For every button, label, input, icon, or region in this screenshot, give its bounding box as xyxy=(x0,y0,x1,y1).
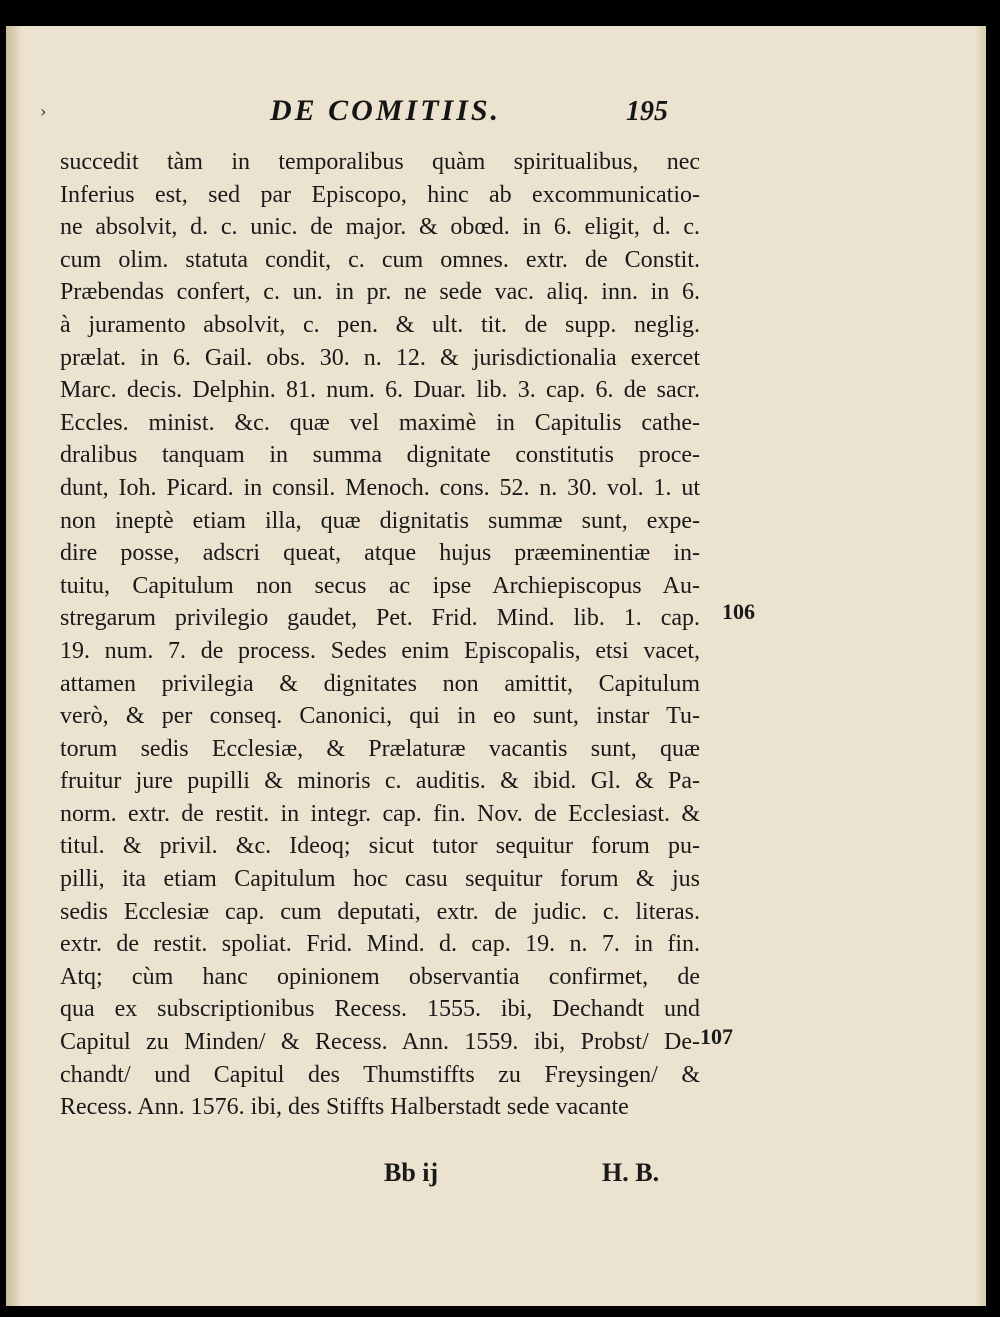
body-text xyxy=(60,146,700,1124)
text-line: non ineptè etiam illa, quæ dignitatis summæ sunt, expe- xyxy=(60,507,700,534)
text-line: 19. num. 7. de process. Sedes enim Episcopalis, etsi vacet, xyxy=(60,637,700,664)
page-gutter-edge xyxy=(6,26,22,1306)
text-line: norm. extr. de restit. in integr. cap. fin. Nov. de Ecclesiast. & xyxy=(60,800,700,827)
text-line: stregarum privilegio gaudet, Pet. Frid. Mind. lib. 1. cap. xyxy=(60,605,700,632)
text-line: dire posse, adscri queat, atque hujus præeminentiæ in- xyxy=(60,540,700,567)
text-line: qua ex subscriptionibus Recess. 1555. ibi, Dechandt und xyxy=(60,996,700,1023)
text-line: Marc. decis. Delphin. 81. num. 6. Duar. lib. 3. cap. 6. de sacr. xyxy=(60,377,700,404)
page-number: 195 xyxy=(626,96,668,127)
text-line: fruitur jure pupilli & minoris c. auditis. & ibid. Gl. & Pa- xyxy=(60,768,700,795)
text-line: titul. & privil. &c. Ideoq; sicut tutor sequitur forum pu- xyxy=(60,833,700,860)
text-line: chandt/ und Capitul des Thumstiffts zu Freysingen/ & xyxy=(60,1061,700,1088)
text-line: à juramento absolvit, c. pen. & ult. tit. de supp. neglig. xyxy=(60,311,700,338)
page-outer-edge xyxy=(974,26,986,1306)
text-line: extr. de restit. spoliat. Frid. Mind. d. cap. 19. n. 7. in fin. xyxy=(60,931,700,958)
text-line: Recess. Ann. 1576. ibi, des Stiffts Halberstadt sede vacante xyxy=(60,1094,629,1121)
margin-note: 107 xyxy=(700,1024,733,1049)
text-line: prælat. in 6. Gail. obs. 30. n. 12. & jurisdictionalia exercet xyxy=(60,344,700,371)
text-line: pilli, ita etiam Capitulum hoc casu sequitur forum & jus xyxy=(60,866,700,893)
book-page xyxy=(6,26,986,1306)
text-line: verò, & per conseq. Canonici, qui in eo sunt, instar Tu- xyxy=(60,703,700,730)
text-line: cum olim. statuta condit, c. cum omnes. extr. de Constit. xyxy=(60,246,700,273)
signature-line xyxy=(6,1158,986,1194)
text-line: succedit tàm in temporalibus quàm spiritualibus, nec xyxy=(60,149,700,175)
text-line: Capitul zu Minden/ & Recess. Ann. 1559. ibi, Probst/ De- xyxy=(60,1029,700,1056)
text-line: tuitu, Capitulum non secus ac ipse Archiepiscopus Au- xyxy=(60,572,700,599)
text-line: Inferius est, sed par Episcopo, hinc ab excommunicatio- xyxy=(60,181,700,208)
edge-mark: › xyxy=(40,102,47,121)
text-line: attamen privilegia & dignitates non amittit, Capitulum xyxy=(60,670,700,697)
signature-mark: Bb ij xyxy=(384,1158,439,1187)
catchword: H. B. xyxy=(602,1158,660,1187)
running-head xyxy=(6,94,986,134)
running-head-title: DE COMITIIS. xyxy=(270,94,502,127)
text-line: sedis Ecclesiæ cap. cum deputati, extr. de judic. c. literas. xyxy=(60,898,700,925)
text-line: dunt, Ioh. Picard. in consil. Menoch. cons. 52. n. 30. vol. 1. ut xyxy=(60,474,700,501)
text-line: torum sedis Ecclesiæ, & Prælaturæ vacantis sunt, quæ xyxy=(60,735,700,762)
text-line: Eccles. minist. &c. quæ vel maximè in Capitulis cathe- xyxy=(60,409,700,436)
text-line: Atq; cùm hanc opinionem observantia confirmet, de xyxy=(60,963,700,990)
text-line: ne absolvit, d. c. unic. de major. & obœd. in 6. eligit, d. c. xyxy=(60,214,700,241)
text-line: dralibus tanquam in summa dignitate constitutis proce- xyxy=(60,442,700,469)
text-line: Præbendas confert, c. un. in pr. ne sede vac. aliq. inn. in 6. xyxy=(60,279,700,306)
margin-note: 106 xyxy=(722,599,755,624)
